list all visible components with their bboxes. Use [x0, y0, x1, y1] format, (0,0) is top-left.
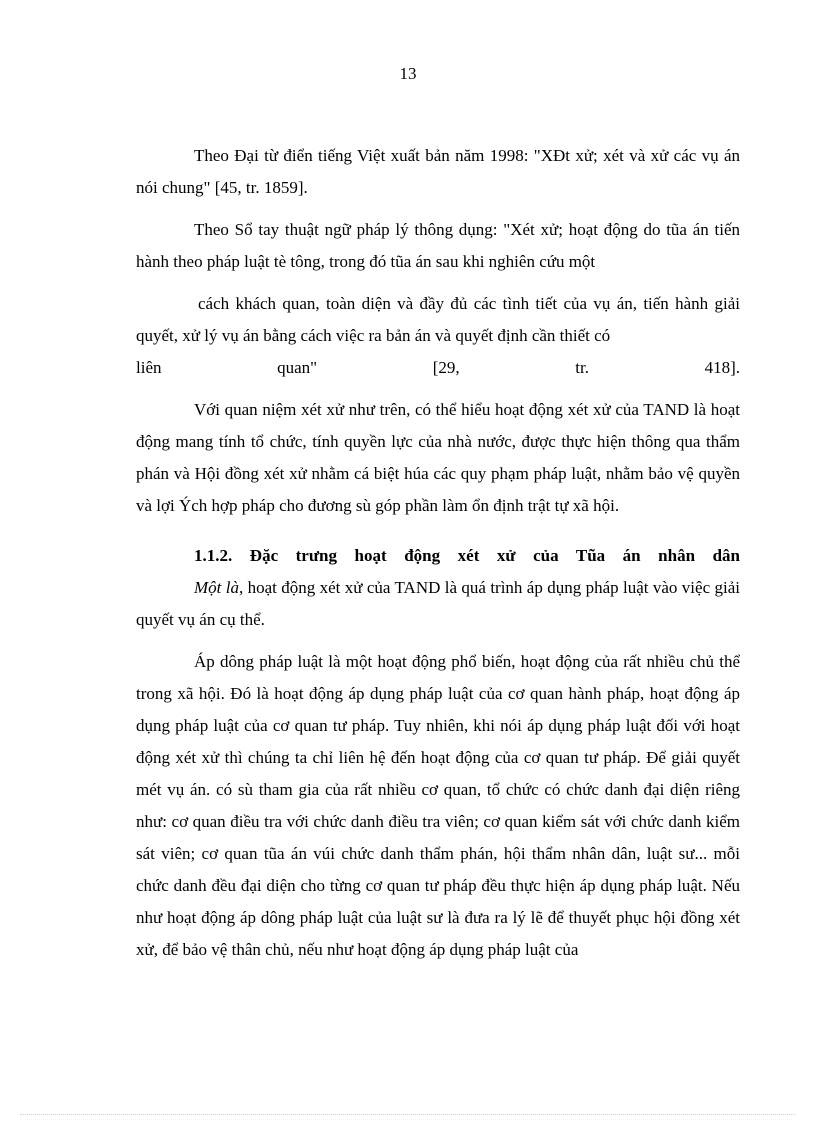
document-body [136, 140, 740, 966]
italic-lead: Một là [194, 578, 239, 597]
paragraph-first-feature-text: , hoạt động xét xử của TAND là quá trình áp dụng pháp luật vào việc giải quyết vụ án cụ thể. [136, 578, 740, 629]
paragraph-concept: Với quan niệm xét xử như trên, có thể hiểu hoạt động xét xử của TAND là hoạt động mang tính tổ chức, tính quyền lực của nhà nước, được thực hiện thông qua thẩm phán và Hội đồng xét xử nhằm cá biệt húa các quy phạm pháp luật, nhằm bảo vệ quyền và lợi Ých hợp pháp cho đương sù góp phần làm ổn định trật tự xã hội. [136, 400, 740, 515]
page-number: 13 [399, 64, 417, 83]
paragraph-first-feature [136, 572, 740, 636]
section-heading: 1.1.2. Đặc trưng hoạt động xét xử của Tũa án nhân dân [194, 546, 740, 565]
paragraph-definition-handbook: Theo Sổ tay thuật ngữ pháp lý thông dụng: "Xét xử; hoạt động do tũa án tiến hành theo pháp luật tè tông, trong đó tũa án sau khi nghiên cứu một [136, 220, 740, 271]
paragraph-application-of-law: Áp dông pháp luật là một hoạt động phổ biến, hoạt động của rất nhiều chủ thể trong xã hội. Đó là hoạt động áp dụng pháp luật của cơ quan hành pháp, hoạt động áp dụng pháp luật của cơ quan tư pháp. Tuy nhiên, khi nói áp dụng pháp luật đối với hoạt động xét xử thì chúng ta chỉ liên hệ đến hoạt động của cơ quan tư pháp. Để giải quyết mét vụ án. có sù tham gia của rất nhiều cơ quan, tổ chức có chức danh đại diện riêng như: cơ quan điều tra với chức danh điều tra viên; cơ quan kiểm sát với chức danh kiểm sát viên; cơ quan tũa án vúi chức danh thẩm phán, hội thẩm nhân dân, luật sư... mỗi chức danh đều đại diện cho từng cơ quan tư pháp đều thực hiện áp dụng pháp luật. Nếu như hoạt động áp dông pháp luật của luật sư là đưa ra lý lẽ để thuyết phục hội đồng xét xử, để bảo vệ thân chủ, nếu như hoạt động áp dụng pháp luật của [136, 652, 740, 959]
footer-divider [20, 1114, 796, 1115]
paragraph-definition-dictionary: Theo Đại từ điển tiếng Việt xuất bản năm 1998: "XĐt xử; xét và xử các vụ án nói chung" [45, tr. 1859]. [136, 146, 740, 197]
paragraph-definition-citation: liên quan" [29, tr. 418]. [136, 358, 740, 377]
paragraph-definition-handbook-continued: cách khách quan, toàn diện và đầy đủ các tình tiết của vụ án, tiến hành giải quyết, xử lý vụ án bằng cách việc ra bản án và quyết định cần thiết có [136, 294, 740, 345]
